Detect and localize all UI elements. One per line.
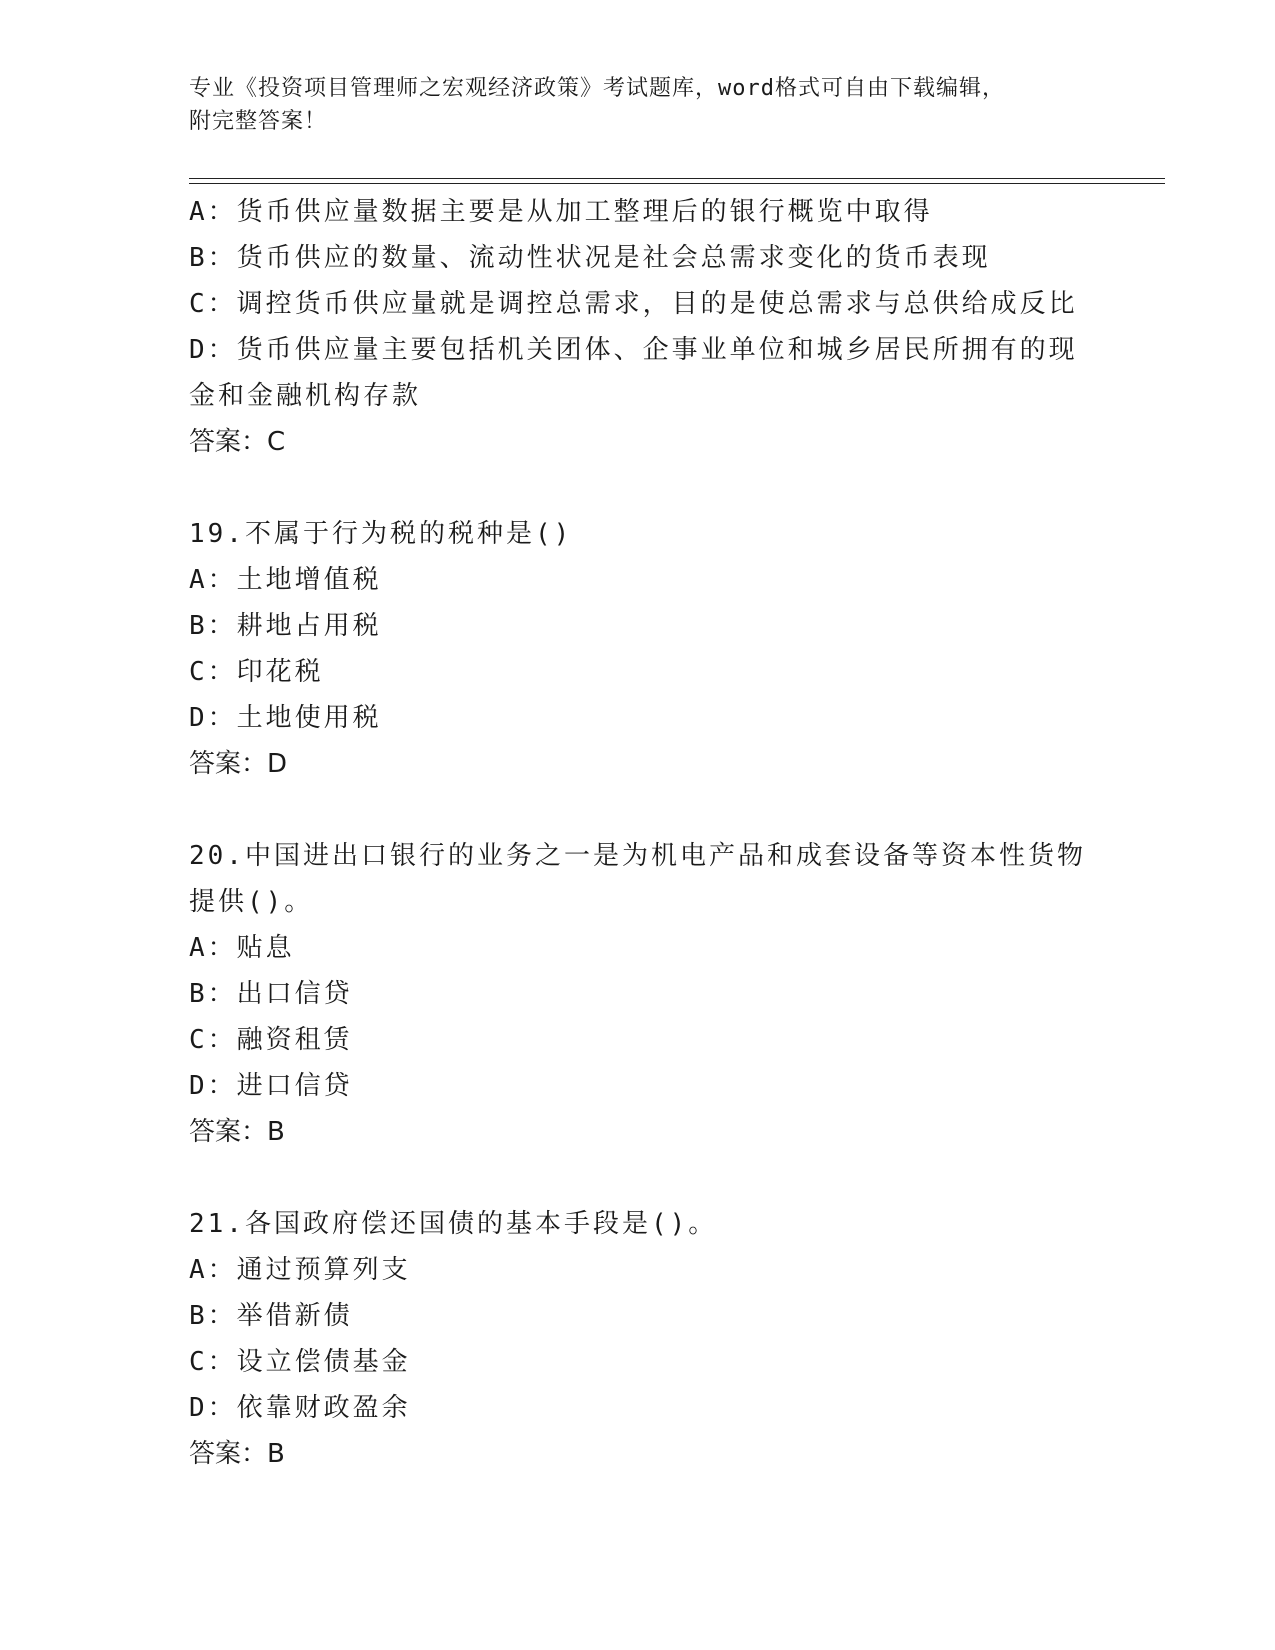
q18-option-b: B：货币供应的数量、流动性状况是社会总需求变化的货币表现 — [189, 243, 991, 273]
question-18-block — [189, 189, 1089, 465]
q20-question-line-2: 提供()。 — [189, 887, 314, 917]
header-line-2: 附完整答案！ — [189, 109, 328, 134]
question-19-block — [189, 511, 1089, 787]
question-list — [189, 189, 1089, 1477]
question-21-block — [189, 1201, 1089, 1477]
header-divider-top — [189, 178, 1165, 179]
header-line-1: 专业《投资项目管理师之宏观经济政策》考试题库，word格式可自由下载编辑， — [189, 76, 1005, 101]
q19-option-b: B：耕地占用税 — [189, 611, 382, 641]
q20-option-a: A：贴息 — [189, 933, 295, 963]
q21-option-c: C：设立偿债基金 — [189, 1347, 411, 1377]
question-20-block — [189, 833, 1089, 1155]
q21-question: 21.各国政府偿还国债的基本手段是()。 — [189, 1209, 718, 1239]
spacer — [189, 1155, 1089, 1201]
q18-option-d-continued: 金和金融机构存款 — [189, 381, 422, 411]
q19-option-c: C：印花税 — [189, 657, 324, 687]
q21-option-a: A：通过预算列支 — [189, 1255, 411, 1285]
q20-option-d: D：进口信贷 — [189, 1071, 353, 1101]
q19-answer: 答案：D — [189, 749, 288, 779]
q19-option-a: A：土地增值税 — [189, 565, 382, 595]
q21-option-d: D：依靠财政盈余 — [189, 1393, 411, 1423]
header-divider-bottom — [189, 183, 1165, 184]
q18-option-a: A：货币供应量数据主要是从加工整理后的银行概览中取得 — [189, 197, 933, 227]
document-header — [189, 72, 1089, 138]
q20-option-b: B：出口信贷 — [189, 979, 353, 1009]
q21-answer: 答案：B — [189, 1439, 285, 1469]
q19-option-d: D：土地使用税 — [189, 703, 382, 733]
q21-option-b: B：举借新债 — [189, 1301, 353, 1331]
q20-option-c: C：融资租赁 — [189, 1025, 353, 1055]
q20-answer: 答案：B — [189, 1117, 285, 1147]
q18-answer: 答案：C — [189, 427, 286, 457]
q18-option-c: C：调控货币供应量就是调控总需求，目的是使总需求与总供给成反比 — [189, 289, 1078, 319]
spacer — [189, 465, 1089, 511]
q18-option-d: D：货币供应量主要包括机关团体、企事业单位和城乡居民所拥有的现 — [189, 335, 1078, 365]
q19-question: 19.不属于行为税的税种是() — [189, 519, 573, 549]
q20-question-line-1: 20.中国进出口银行的业务之一是为机电产品和成套设备等资本性货物 — [189, 841, 1086, 871]
spacer — [189, 787, 1089, 833]
